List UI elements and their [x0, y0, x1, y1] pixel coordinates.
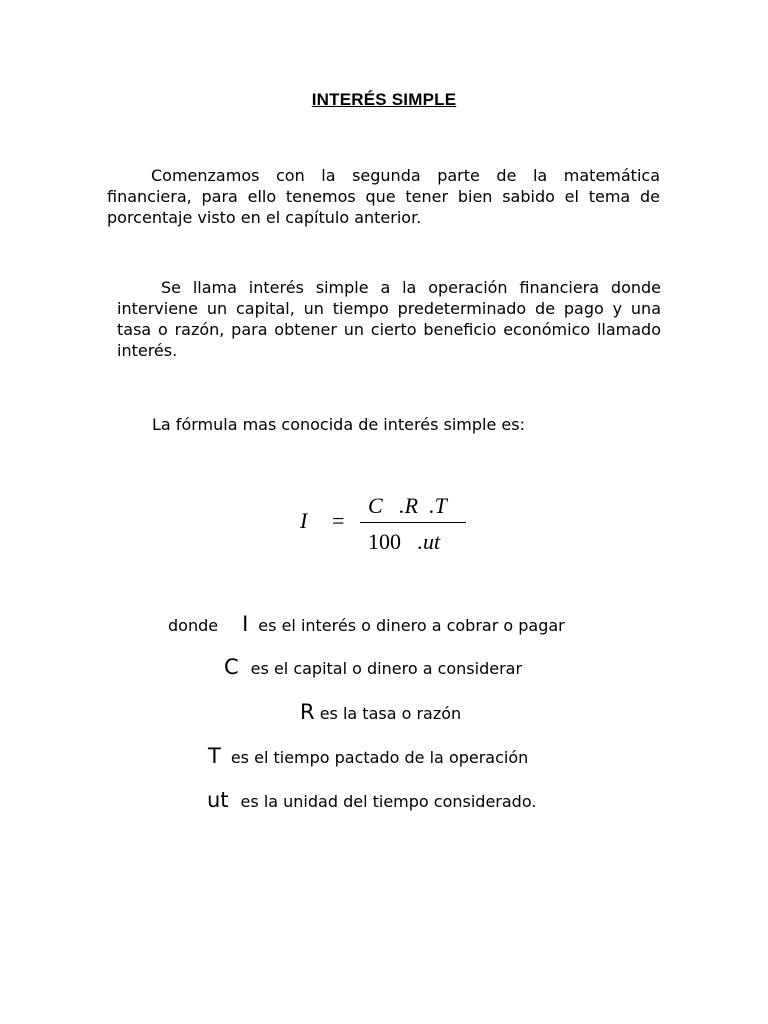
paragraph-definition: Se llama interés simple a la operación financiera donde interviene un capital, un tiempo predeterminado de pago y una tasa o razón, para obtener un cierto beneficio económico llamado interés.: [117, 278, 661, 360]
definition-c: [224, 655, 522, 679]
denominator-number: 100: [368, 529, 401, 554]
paragraph-intro: Comenzamos con la segunda parte de la matemática financiera, para ello tenemos que tener bien sabido el tema de porcentaje visto en el capítulo anterior.: [107, 166, 660, 227]
fraction-bar: [360, 522, 466, 523]
definition-t: [208, 744, 528, 768]
formula-lhs: I: [300, 508, 308, 533]
definition-symbol: T: [208, 744, 221, 768]
denominator-var: .ut: [417, 529, 441, 554]
document-title: INTERÉS SIMPLE: [311, 90, 457, 109]
definition-lead: donde: [168, 616, 219, 635]
definition-text: es el tiempo pactado de la operación: [230, 748, 529, 767]
definition-text: es la tasa o razón: [319, 704, 462, 723]
definition-symbol: R: [300, 700, 315, 724]
definition-text: es el interés o dinero a cobrar o pagar: [258, 616, 565, 635]
definition-symbol: I: [242, 612, 249, 636]
definition-text: es la unidad del tiempo considerado.: [240, 792, 537, 811]
paragraph-formula-intro: La fórmula mas conocida de interés simple es:: [152, 415, 525, 434]
definition-i: [168, 612, 565, 636]
definition-text: es el capital o dinero a considerar: [250, 659, 523, 678]
formula-equals: =: [332, 508, 345, 533]
formula-numerator: C .R .T: [368, 493, 447, 518]
definition-ut: [207, 788, 536, 812]
definition-symbol: C: [224, 655, 239, 679]
definition-r: [300, 700, 461, 724]
definition-symbol: ut: [207, 788, 229, 812]
formula-denominator: [368, 529, 440, 555]
interest-formula: [290, 490, 490, 560]
